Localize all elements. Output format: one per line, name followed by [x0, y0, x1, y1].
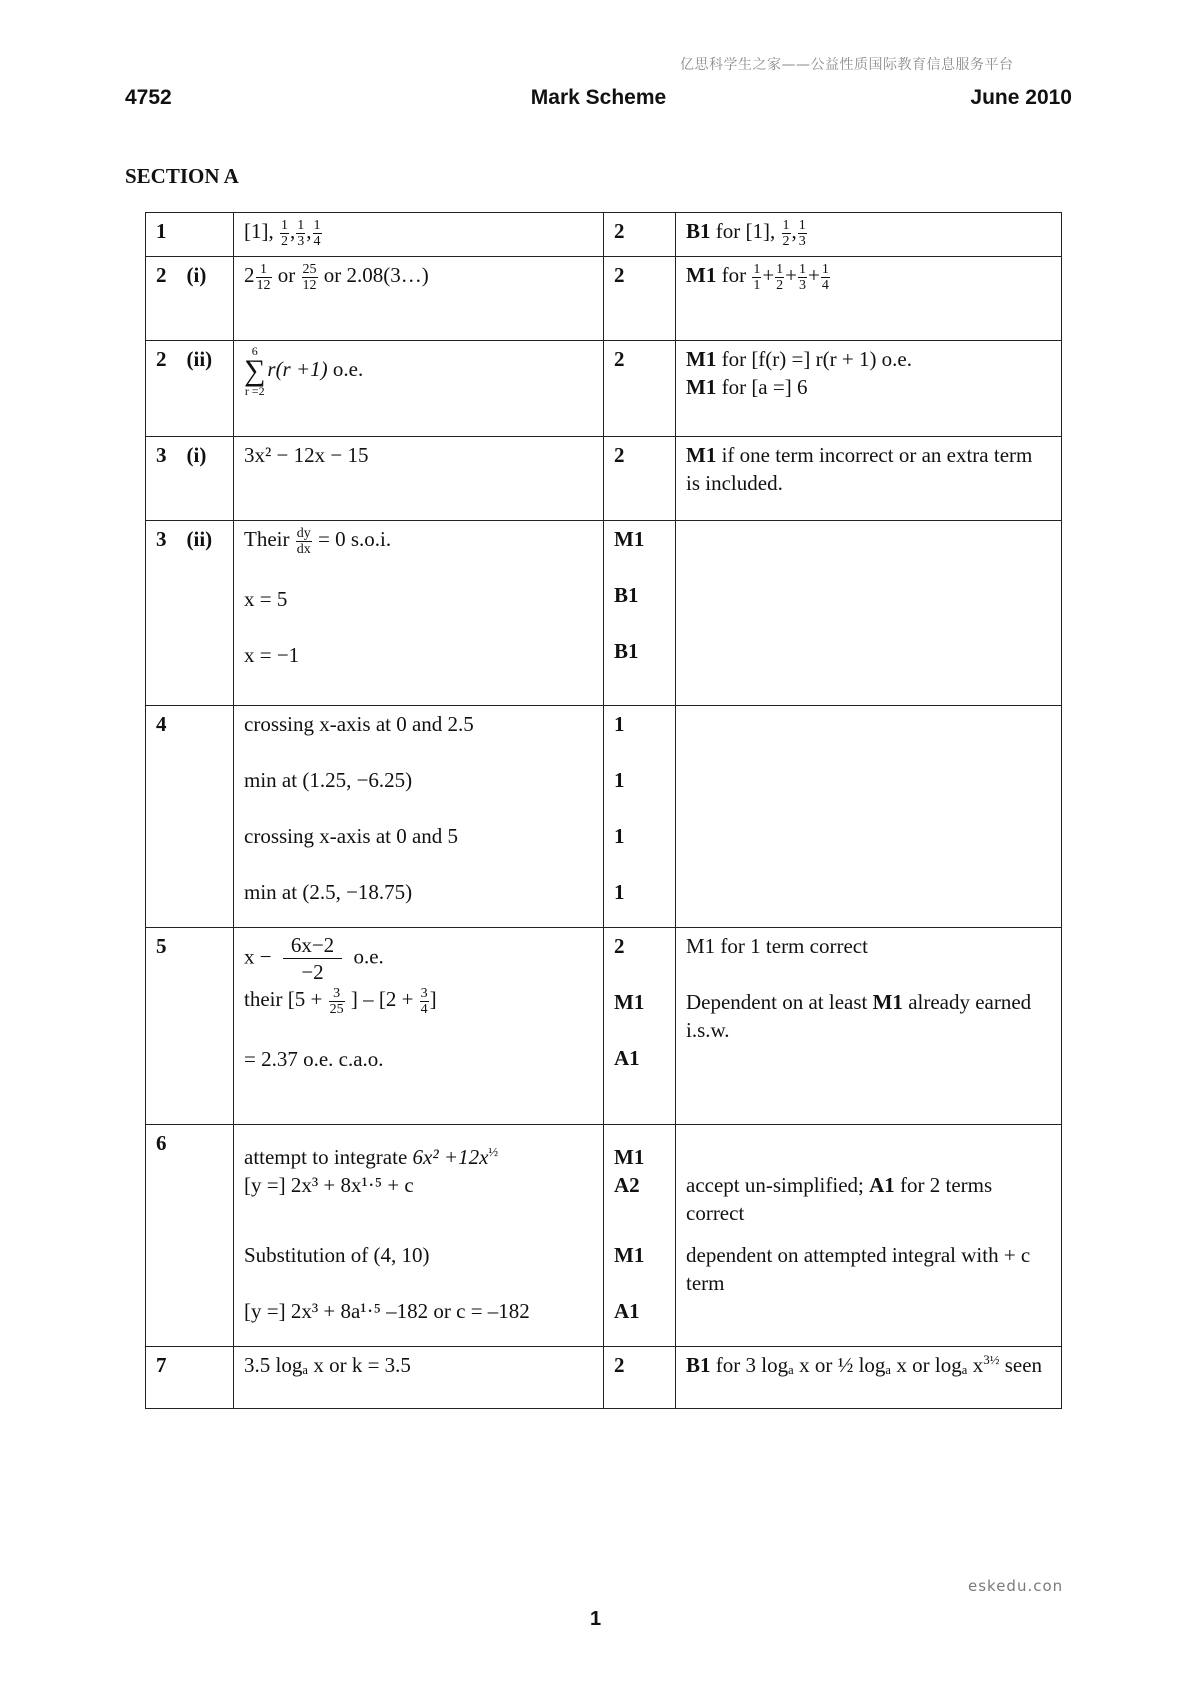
- marks-cell: 2: [604, 437, 676, 521]
- notes-cell: M1 for [f(r) =] r(r + 1) o.e. M1 for [a =] 6: [676, 341, 1062, 437]
- notes-cell: M1 if one term incorrect or an extra term is included.: [676, 437, 1062, 521]
- question-cell: [146, 213, 234, 257]
- answer-cell: 2 $\frac{1}{12}$ or $\frac{25}{12}$ or 2.08(3…): [234, 257, 604, 341]
- table-row: [146, 1125, 1062, 1347]
- table-row: [146, 706, 1062, 928]
- fraction: $\frac{1}{4}$: [313, 217, 321, 249]
- watermark-bottom: eskedu.con: [968, 1577, 1064, 1595]
- marks-cell: 2: [604, 341, 676, 437]
- question-number: 1: [156, 219, 167, 243]
- marks-cell: 1 1 1 1: [604, 706, 676, 928]
- fraction: $\frac{1}{3}$: [798, 217, 806, 249]
- question-cell: 3 (i): [146, 437, 234, 521]
- watermark-top: 亿思科学生之家——公益性质国际教育信息服务平台: [680, 57, 1014, 73]
- table-row: [146, 341, 1062, 437]
- notes-cell: [676, 521, 1062, 706]
- question-cell: 6: [146, 1125, 234, 1347]
- table-row: [146, 257, 1062, 341]
- notes-cell: M1 for $\frac{1}{1}$ + $\frac{1}{2}$ + $\frac{1}{3}$ + $\frac{1}{4}$: [676, 257, 1062, 341]
- answer-cell: 3.5 logₐ x or k = 3.5: [234, 1347, 604, 1409]
- mark-scheme-table: [145, 212, 1062, 1409]
- answer-text: [1],: [244, 219, 274, 243]
- answer-cell: 3x² − 12x − 15: [234, 437, 604, 521]
- question-cell: 7: [146, 1347, 234, 1409]
- document-title: Mark Scheme: [530, 86, 667, 109]
- paper-code: 4752: [125, 86, 172, 109]
- marks-cell: M1 A2 M1 A1: [604, 1125, 676, 1347]
- summation: 6 ∑ r =2: [244, 344, 266, 398]
- marks-cell: 2: [604, 1347, 676, 1409]
- answer-cell: crossing x-axis at 0 and 2.5 min at (1.25, −6.25) crossing x-axis at 0 and 5 min at (2.5, −18.75): [234, 706, 604, 928]
- section-title: SECTION A: [125, 164, 239, 188]
- table-row: [146, 213, 1062, 257]
- answer-cell: x − $\frac{6x-2}{-2}$ o.e. their [5 + $\frac{3}{25}$ ] – [2 + $\frac{3}{4}$ ] = 2.37 o.e. c.a.o.: [234, 928, 604, 1125]
- marks-cell: 2: [604, 257, 676, 341]
- question-cell: 2 (ii): [146, 341, 234, 437]
- notes-cell: [676, 706, 1062, 928]
- notes-cell: B1 for [1], $\frac{1}{2}$ , $\frac{1}{3}$: [676, 213, 1062, 257]
- derivative-fraction: $\frac{dy}{dx}$: [296, 525, 311, 557]
- notes-cell: B1 for 3 logₐ x or ½ logₐ x or logₐ $x^{3\frac{1}{2}}$ seen: [676, 1347, 1062, 1409]
- fraction: $\frac{25}{12}$: [302, 261, 317, 293]
- table-row: [146, 1347, 1062, 1409]
- fraction: $\frac{1}{3}$: [297, 217, 305, 249]
- notes-cell: accept un-simplified; A1 for 2 terms correct dependent on attempted integral with + c term: [676, 1125, 1062, 1347]
- fraction: $\frac{6x-2}{-2}$: [283, 932, 342, 985]
- question-cell: 5: [146, 928, 234, 1125]
- page-header: [125, 86, 1072, 112]
- page-number: 1: [589, 1608, 602, 1630]
- exam-date: June 2010: [970, 86, 1072, 109]
- marks-cell: 2: [604, 213, 676, 257]
- question-cell: 3 (ii): [146, 521, 234, 706]
- fraction: $\frac{1}{12}$: [256, 261, 271, 293]
- question-cell: 2 (i): [146, 257, 234, 341]
- answer-cell: 6 ∑ r =2r(r +1) o.e.: [234, 341, 604, 437]
- fraction: $\frac{1}{2}$: [782, 217, 790, 249]
- notes-cell: M1 for 1 term correct Dependent on at least M1 already earned i.s.w.: [676, 928, 1062, 1125]
- answer-cell: [1], $\frac{1}{2}$ , $\frac{1}{3}$ , $\frac{1}{4}$: [234, 213, 604, 257]
- marks-cell: 2 M1 A1: [604, 928, 676, 1125]
- question-cell: 4: [146, 706, 234, 928]
- answer-cell: Their $\frac{dy}{dx}$ = 0 s.o.i. x = 5 x = −1: [234, 521, 604, 706]
- table-row: [146, 521, 1062, 706]
- answer-cell: attempt to integrate $6x^2 +12x^{\frac{1}{2}}$ [y =] 2x³ + 8x¹·⁵ + c Substitution of (4, 10) [y =] 2x³ + 8a¹·⁵ –182 or c = –182: [234, 1125, 604, 1347]
- table-row: [146, 928, 1062, 1125]
- fraction: $\frac{1}{2}$: [281, 217, 288, 249]
- table-row: [146, 437, 1062, 521]
- marks-cell: M1 B1 B1: [604, 521, 676, 706]
